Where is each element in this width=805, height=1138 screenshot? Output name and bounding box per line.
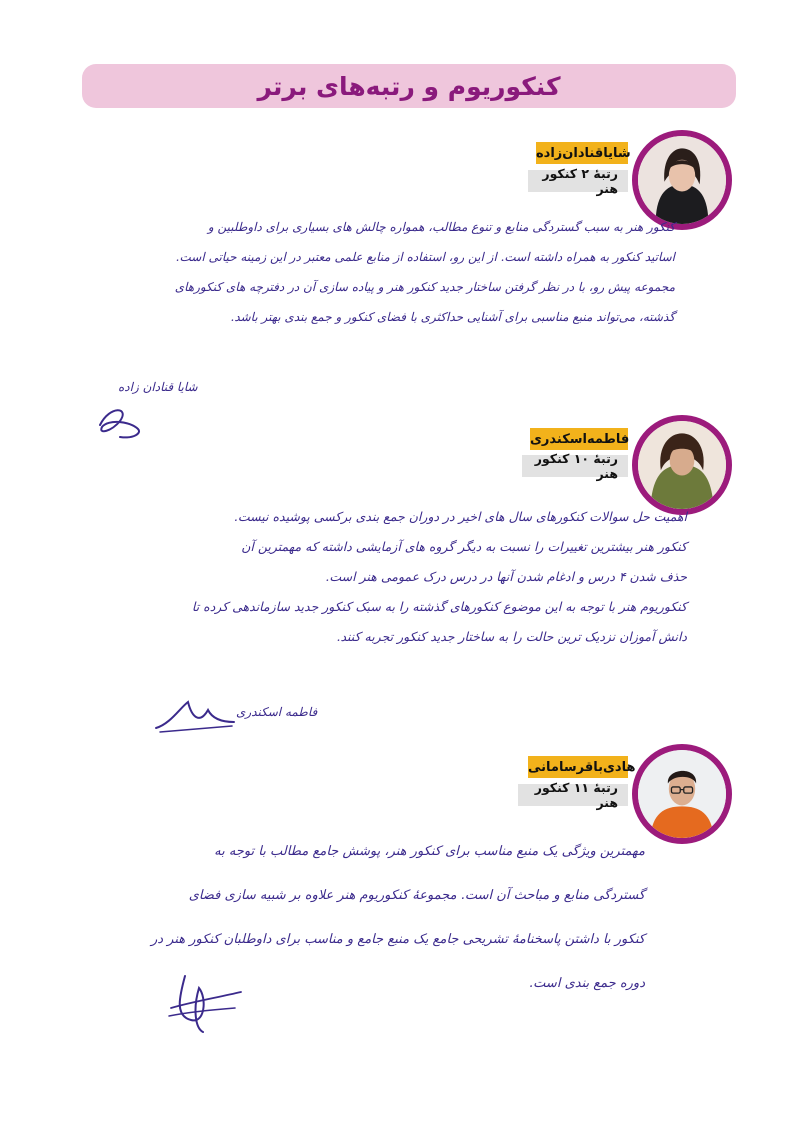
student-3-rank (518, 780, 628, 810)
student-1-signature-text: شایا قنادان زاده (118, 380, 198, 394)
note-line: مجموعه پیش رو، با در نظر گرفتن ساختار جدید کنکور هنر و پیاده سازی آن در دفترچه های کنکورهای (174, 280, 675, 294)
note-line: گستردگی منابع و مباحث آن است. مجموعهٔ کنکوریوم هنر علاوه بر شبیه سازی فضای (188, 888, 645, 903)
student-1-note (115, 212, 675, 332)
student-1-name-text: شایاقنادان‌زاده (536, 145, 631, 161)
student-2-signature-icon (150, 688, 240, 738)
note-line: کنکوریوم هنر با توجه به این موضوع کنکورهای گذشته را به سبک کنکور جدید سازماندهی کرده تا (191, 599, 687, 614)
note-line: دوره جمع بندی است. (529, 976, 645, 991)
student-1-name (536, 142, 631, 164)
student-photo-icon (638, 421, 726, 509)
student-2-name-text: فاطمه‌اسکندری (530, 431, 630, 447)
note-line: اساتید کنکور به همراه داشته است. از این رو، استفاده از منابع علمی معتبر در این زمینه حیاتی است. (175, 250, 675, 264)
student-photo-icon (638, 136, 726, 224)
note-line: اهمیت حل سوالات کنکورهای سال های اخیر در دوران جمع بندی برکسی پوشیده نیست. (233, 509, 687, 524)
student-2-signature-text: فاطمه اسکندری (236, 705, 318, 719)
note-line: مهمترین ویژگی یک منبع مناسب برای کنکور هنر، پوشش جامع مطالب با توجه به (214, 844, 645, 859)
page-title: کنکوریوم و رتبه‌های برتر (257, 71, 561, 101)
student-2-rank (522, 451, 628, 481)
student-2-note (107, 502, 687, 652)
student-2-name (530, 428, 628, 450)
student-1-rank-text: رتبهٔ ۲ کنکور هنر (542, 166, 618, 196)
note-line: حذف شدن ۴ درس و ادغام شدن آنها در درس درک عمومی هنر است. (325, 569, 687, 584)
student-3-rank-text: رتبهٔ ۱۱ کنکور هنر (534, 780, 618, 810)
student-photo-icon (638, 750, 726, 838)
note-line: کنکور با داشتن پاسخنامهٔ تشریحی جامع یک منبع جامع و مناسب برای داوطلبان کنکور هنر در (150, 932, 645, 947)
student-3-name (528, 756, 636, 778)
note-line: کنکور هنر بیشترین تغییرات را نسبت به دیگر گروه های آزمایشی داشته که مهمترین آن (241, 539, 687, 554)
avatar-student-3 (632, 744, 732, 844)
note-line: کنکور هنر به سبب گستردگی منابع و تنوع مطالب، همواره چالش های بسیاری برای داوطلبین و (207, 220, 675, 234)
note-line: دانش آموزان نزدیک ترین حالت را به ساختار جدید کنکور تجربه کنند. (336, 629, 687, 644)
note-line: گذشته، می‌تواند منبع مناسبی برای آشنایی حداکثری با فضای کنکور و جمع بندی بهتر باشد. (230, 310, 675, 324)
student-1-rank (528, 166, 628, 196)
student-3-name-text: هادی‌باقرسامانی (528, 759, 636, 775)
student-2-rank-text: رتبهٔ ۱۰ کنکور هنر (534, 451, 618, 481)
student-3-signature-icon (165, 968, 245, 1038)
student-1-signature-icon (90, 395, 150, 445)
avatar-student-2 (632, 415, 732, 515)
page-title-bar (82, 64, 736, 108)
